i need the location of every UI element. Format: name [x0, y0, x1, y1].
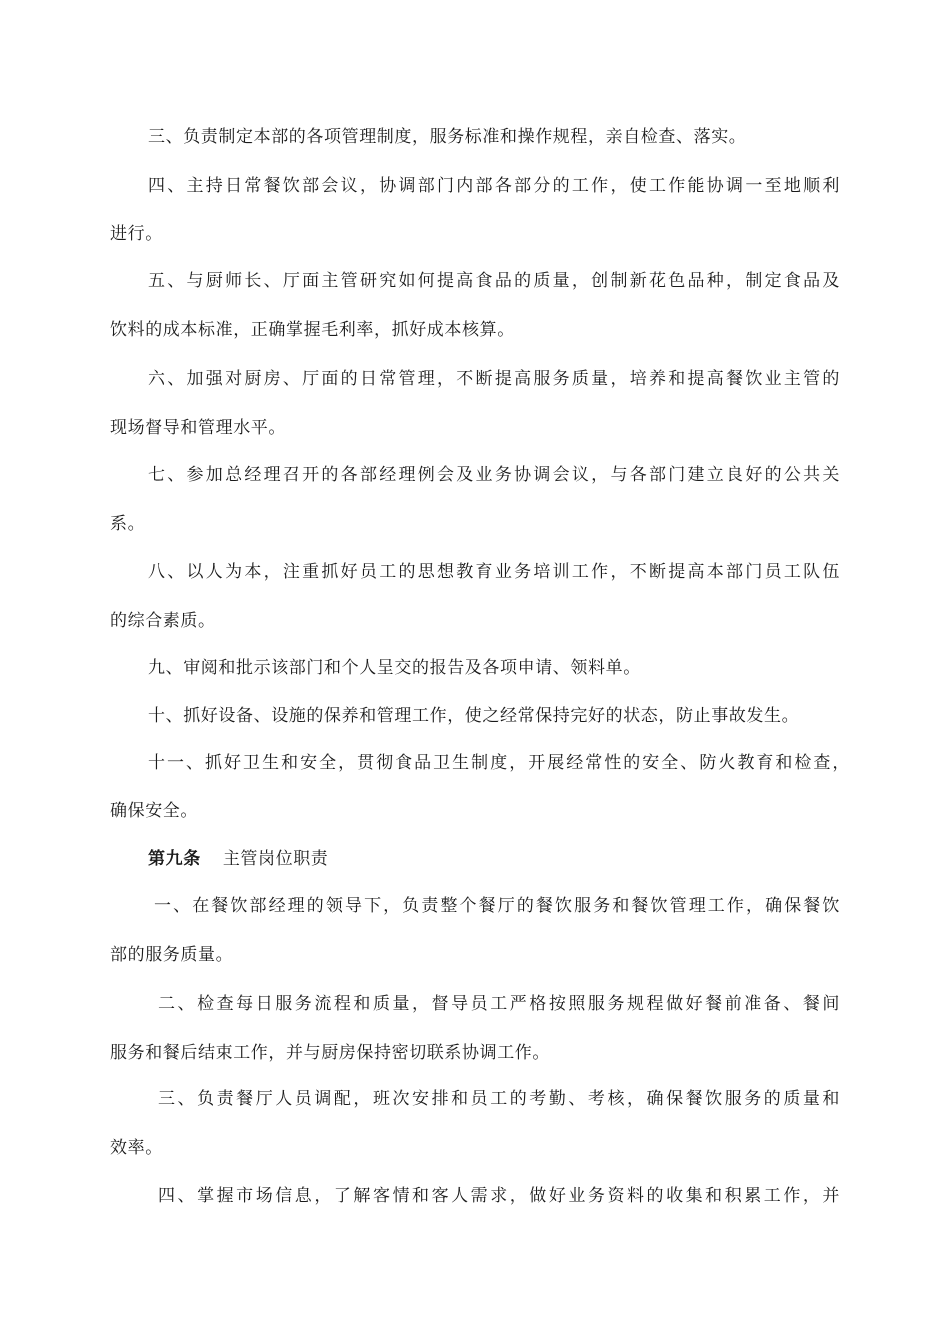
paragraph-line: 六、加强对厨房、厅面的日常管理，不断提高服务质量，培养和提高餐饮业主管的 [148, 369, 840, 389]
paragraph-line: 七、参加总经理召开的各部经理例会及业务协调会议，与各部门建立良好的公共关 [148, 465, 840, 485]
section-heading [148, 848, 328, 870]
paragraph-line: 十、抓好设备、设施的保养和管理工作，使之经常保持完好的状态，防止事故发生。 [148, 706, 800, 726]
paragraph-line: 部的服务质量。 [110, 945, 234, 965]
paragraph-line: 十一、抓好卫生和安全，贯彻食品卫生制度，开展经常性的安全、防火教育和检查， [148, 753, 850, 773]
paragraph-line: 八、以人为本，注重抓好员工的思想教育业务培训工作，不断提高本部门员工队伍 [148, 562, 840, 582]
paragraph-line: 五、与厨师长、厅面主管研究如何提高食品的质量，创制新花色品种，制定食品及 [148, 271, 840, 291]
paragraph-line: 饮料的成本标准，正确掌握毛利率，抓好成本核算。 [110, 320, 515, 340]
paragraph-line: 确保安全。 [110, 801, 198, 821]
paragraph-line: 一、在餐饮部经理的领导下，负责整个餐厅的餐饮服务和餐饮管理工作，确保餐饮 [154, 896, 840, 916]
section-title: 主管岗位职责 [222, 849, 329, 869]
paragraph-line: 三、负责制定本部的各项管理制度，服务标准和操作规程，亲自检查、落实。 [148, 127, 747, 147]
paragraph-line: 服务和餐后结束工作，并与厨房保持密切联系协调工作。 [110, 1043, 550, 1063]
paragraph-line: 的综合素质。 [110, 611, 216, 631]
section-number: 第九条 [148, 849, 201, 869]
paragraph-line: 四、主持日常餐饮部会议，协调部门内部各部分的工作，使工作能协调一至地顺利 [148, 176, 840, 196]
paragraph-line: 现场督导和管理水平。 [110, 418, 286, 438]
paragraph-line: 进行。 [110, 224, 163, 244]
paragraph-line: 效率。 [110, 1138, 163, 1158]
paragraph-line: 九、审阅和批示该部门和个人呈交的报告及各项申请、领料单。 [148, 658, 641, 678]
paragraph-line: 系。 [110, 514, 146, 534]
paragraph-line: 四、掌握市场信息，了解客情和客人需求，做好业务资料的收集和积累工作，并 [158, 1186, 840, 1206]
paragraph-line: 三、负责餐厅人员调配，班次安排和员工的考勤、考核，确保餐饮服务的质量和 [158, 1089, 840, 1109]
paragraph-line: 二、检查每日服务流程和质量，督导员工严格按照服务规程做好餐前准备、餐间 [158, 994, 840, 1014]
